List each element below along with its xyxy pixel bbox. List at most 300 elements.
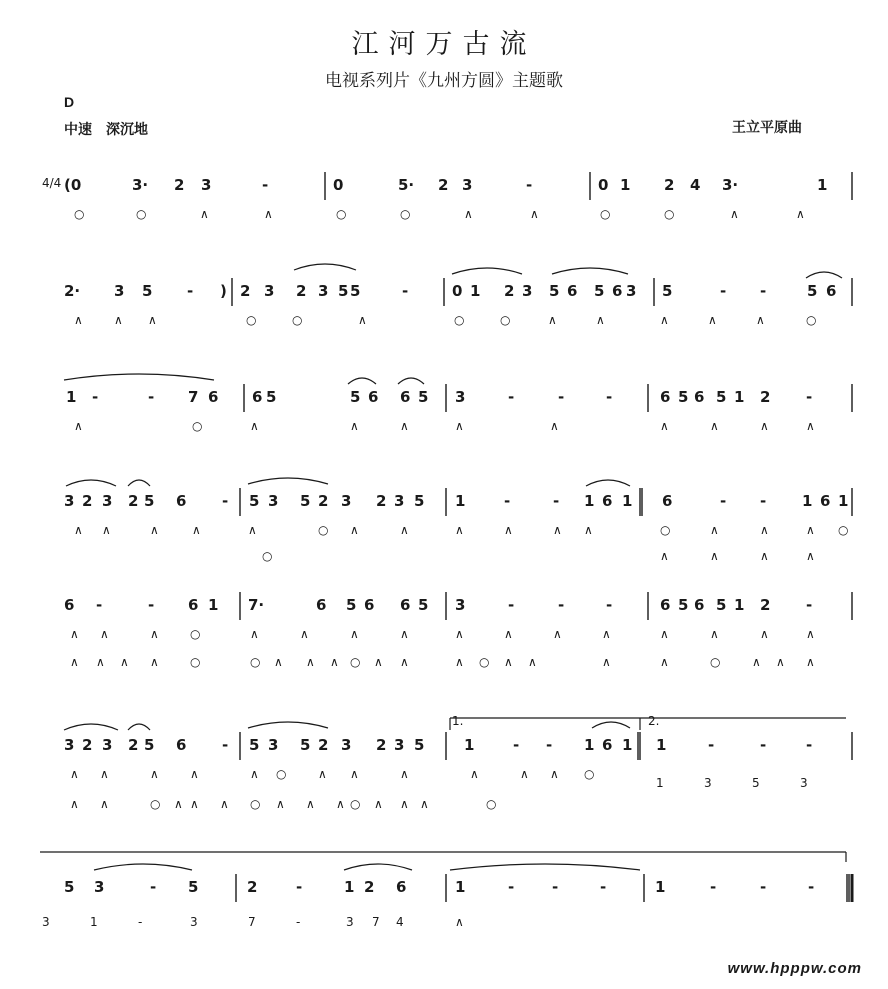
accompaniment-mark: - <box>296 915 301 929</box>
melody-note: 7 <box>188 388 199 406</box>
slur <box>552 268 628 274</box>
melody-note: 3 <box>394 492 405 510</box>
accompaniment-mark: ∧ <box>455 523 464 537</box>
melody-note: - <box>606 596 613 614</box>
accompaniment-mark: ∧ <box>220 797 229 811</box>
accompaniment-mark: ∧ <box>455 627 464 641</box>
melody-note: 5 <box>716 388 727 406</box>
melody-note: 3 <box>394 736 405 754</box>
melody-note: 3 <box>268 492 279 510</box>
accompaniment-mark: ∧ <box>150 627 159 641</box>
melody-note: - <box>148 388 155 406</box>
melody-note: 1 <box>622 492 633 510</box>
melody-note: 2 <box>128 492 139 510</box>
accompaniment-mark: ∧ <box>760 627 769 641</box>
accompaniment-mark: ∧ <box>250 767 259 781</box>
accompaniment-mark: ∧ <box>602 627 611 641</box>
melody-note: 6 <box>602 736 613 754</box>
melody-note: - <box>526 176 533 194</box>
accompaniment-mark: ∧ <box>504 655 513 669</box>
slur <box>294 264 356 270</box>
slur <box>64 374 214 380</box>
accompaniment-mark: ∧ <box>74 313 83 327</box>
melody-note: 1 <box>620 176 631 194</box>
accompaniment-mark: ∧ <box>708 313 717 327</box>
melody-note: 5 <box>249 492 260 510</box>
melody-note: ) <box>220 282 227 300</box>
accompaniment-mark: 3 <box>190 915 198 929</box>
melody-note: - <box>558 388 565 406</box>
melody-note: - <box>96 596 103 614</box>
melody-note: 6 <box>400 388 411 406</box>
melody-note: 0 <box>333 176 344 194</box>
melody-note: 1 <box>734 596 745 614</box>
accompaniment-mark: ∧ <box>528 655 537 669</box>
melody-note: - <box>508 388 515 406</box>
accompaniment-mark: ○ <box>400 207 411 221</box>
accompaniment-mark: ∧ <box>358 313 367 327</box>
melody-note: 1 <box>470 282 481 300</box>
melody-note: 1 <box>455 878 466 896</box>
melody-note: 1 <box>66 388 77 406</box>
accompaniment-mark: ∧ <box>760 419 769 433</box>
accompaniment-mark: ∧ <box>374 655 383 669</box>
accompaniment-mark: ○ <box>350 797 361 811</box>
accompaniment-mark: ∧ <box>806 549 815 563</box>
accompaniment-mark: ○ <box>150 797 161 811</box>
melody-note: - <box>600 878 607 896</box>
accompaniment-mark: ○ <box>664 207 675 221</box>
melody-note: 5 <box>300 736 311 754</box>
melody-note: 3 <box>318 282 329 300</box>
melody-note: - <box>760 878 767 896</box>
accompaniment-mark: ○ <box>336 207 347 221</box>
melody-note: 5 <box>418 596 429 614</box>
accompaniment-mark: ∧ <box>400 419 409 433</box>
accompaniment-mark: ∧ <box>760 549 769 563</box>
bass-note: 3 <box>800 776 808 790</box>
melody-note: 2 <box>82 492 93 510</box>
melody-note: 6 <box>368 388 379 406</box>
melody-note: 6 <box>208 388 219 406</box>
accompaniment-mark: ∧ <box>660 627 669 641</box>
melody-note: - <box>508 878 515 896</box>
composer-credit: 王立平原曲 <box>732 119 802 135</box>
melody-note: 3· <box>132 176 149 194</box>
melody-note: 3 <box>94 878 105 896</box>
accompaniment-mark: ∧ <box>192 523 201 537</box>
accompaniment-mark: ∧ <box>190 797 199 811</box>
melody-note: 5 <box>678 388 689 406</box>
accompaniment-mark: - <box>138 915 143 929</box>
accompaniment-mark: ∧ <box>350 627 359 641</box>
accompaniment-mark: ∧ <box>710 419 719 433</box>
melody-note: 5 <box>350 282 361 300</box>
accompaniment-mark: ∧ <box>806 419 815 433</box>
accompaniment-mark: ○ <box>660 523 671 537</box>
melody-note: 3 <box>341 492 352 510</box>
melody-note: - <box>546 736 553 754</box>
accompaniment-mark: ∧ <box>248 523 257 537</box>
melody-note: 6 <box>188 596 199 614</box>
melody-note: 2 <box>664 176 675 194</box>
accompaniment-mark: ○ <box>318 523 329 537</box>
accompaniment-mark: ○ <box>710 655 721 669</box>
melody-note: 2 <box>438 176 449 194</box>
melody-note: 2 <box>318 736 329 754</box>
melody-note: 2 <box>296 282 307 300</box>
accompaniment-mark: ○ <box>276 767 287 781</box>
accompaniment-mark: 3 <box>346 915 354 929</box>
accompaniment-mark: ○ <box>190 627 201 641</box>
accompaniment-mark: ∧ <box>300 627 309 641</box>
accompaniment-mark: ∧ <box>100 627 109 641</box>
accompaniment-mark: ∧ <box>330 655 339 669</box>
melody-note: 1 <box>838 492 849 510</box>
melody-note: - <box>558 596 565 614</box>
melody-note: 1 <box>464 736 475 754</box>
accompaniment-mark: ○ <box>74 207 85 221</box>
accompaniment-mark: ○ <box>500 313 511 327</box>
accompaniment-mark: ∧ <box>336 797 345 811</box>
melody-note: 1 <box>208 596 219 614</box>
melody-note: - <box>720 282 727 300</box>
slur <box>64 724 118 730</box>
melody-note: 6 <box>662 492 673 510</box>
melody-note: - <box>148 596 155 614</box>
melody-note: 6 <box>826 282 837 300</box>
accompaniment-mark: 1 <box>90 915 98 929</box>
accompaniment-mark: ∧ <box>306 655 315 669</box>
accompaniment-mark: ∧ <box>96 655 105 669</box>
accompaniment-mark: ∧ <box>114 313 123 327</box>
melody-note: 5 <box>300 492 311 510</box>
accompaniment-mark: ∧ <box>400 523 409 537</box>
melody-note: 5 <box>350 388 361 406</box>
accompaniment-mark: ∧ <box>710 627 719 641</box>
accompaniment-mark: ∧ <box>400 627 409 641</box>
melody-note: 2 <box>376 736 387 754</box>
accompaniment-mark: ○ <box>454 313 465 327</box>
accompaniment-mark: ∧ <box>520 767 529 781</box>
accompaniment-mark: ∧ <box>70 767 79 781</box>
accompaniment-mark: ○ <box>584 767 595 781</box>
melody-note: 1 <box>802 492 813 510</box>
accompaniment-mark: ∧ <box>504 627 513 641</box>
accompaniment-mark: 7 <box>372 915 380 929</box>
melody-note: 3 <box>462 176 473 194</box>
melody-note: (0 <box>64 176 82 194</box>
accompaniment-mark: ∧ <box>250 627 259 641</box>
accompaniment-mark: ∧ <box>420 797 429 811</box>
melody-note: 2 <box>247 878 258 896</box>
melody-note: 1 <box>656 736 667 754</box>
accompaniment-mark: ∧ <box>350 523 359 537</box>
slur <box>398 378 424 384</box>
accompaniment-mark: ○ <box>192 419 203 433</box>
accompaniment-mark: ∧ <box>660 419 669 433</box>
melody-note: 5 <box>594 282 605 300</box>
accompaniment-mark: ∧ <box>806 655 815 669</box>
melody-note: - <box>708 736 715 754</box>
accompaniment-mark: ∧ <box>374 797 383 811</box>
melody-note: 2 <box>504 282 515 300</box>
bass-note: 5 <box>752 776 760 790</box>
accompaniment-mark: ○ <box>136 207 147 221</box>
melody-note: 2 <box>760 388 771 406</box>
accompaniment-mark: ∧ <box>190 767 199 781</box>
accompaniment-mark: ○ <box>190 655 201 669</box>
bass-note: 1 <box>656 776 664 790</box>
melody-note: - <box>760 282 767 300</box>
melody-note: 2 <box>174 176 185 194</box>
melody-note: 2 <box>240 282 251 300</box>
slur <box>66 480 116 486</box>
accompaniment-mark: ∧ <box>70 797 79 811</box>
melody-note: - <box>222 492 229 510</box>
melody-note: 3 <box>114 282 125 300</box>
melody-note: 5 <box>549 282 560 300</box>
accompaniment-mark: ○ <box>250 797 261 811</box>
accompaniment-mark: ∧ <box>806 523 815 537</box>
melody-note: 5 <box>144 736 155 754</box>
melody-note: - <box>806 596 813 614</box>
melody-note: - <box>187 282 194 300</box>
accompaniment-mark: ∧ <box>150 523 159 537</box>
accompaniment-mark: ∧ <box>550 767 559 781</box>
melody-note: 6 <box>820 492 831 510</box>
accompaniment-mark: ∧ <box>455 655 464 669</box>
accompaniment-mark: ∧ <box>550 419 559 433</box>
melody-note: 6 <box>602 492 613 510</box>
melody-note: 5 <box>807 282 818 300</box>
accompaniment-mark: ∧ <box>250 419 259 433</box>
melody-note: 6 <box>660 388 671 406</box>
accompaniment-mark: ∧ <box>150 655 159 669</box>
slur <box>344 864 412 870</box>
melody-note: 2 <box>376 492 387 510</box>
melody-note: 2 <box>128 736 139 754</box>
time-signature: 4/4 <box>42 176 62 190</box>
melody-note: 2 <box>82 736 93 754</box>
accompaniment-mark: ∧ <box>274 655 283 669</box>
accompaniment-mark: ∧ <box>553 627 562 641</box>
melody-note: - <box>710 878 717 896</box>
melody-note: - <box>150 878 157 896</box>
accompaniment-mark: ∧ <box>504 523 513 537</box>
melody-note: 3 <box>201 176 212 194</box>
melody-note: 1 <box>584 736 595 754</box>
melody-note: 5 <box>414 736 425 754</box>
accompaniment-mark: ∧ <box>150 767 159 781</box>
accompaniment-mark: ∧ <box>455 419 464 433</box>
accompaniment-mark: ∧ <box>200 207 209 221</box>
melody-note: 2· <box>64 282 81 300</box>
accompaniment-mark: ∧ <box>548 313 557 327</box>
melody-note: 3· <box>722 176 739 194</box>
melody-note: 6 <box>364 596 375 614</box>
melody-note: 3 <box>341 736 352 754</box>
melody-note: 1 <box>584 492 595 510</box>
accompaniment-mark: 7 <box>248 915 256 929</box>
melody-note: 3 <box>455 388 466 406</box>
melody-note: - <box>402 282 409 300</box>
accompaniment-mark: ○ <box>246 313 257 327</box>
melody-note: 5 <box>188 878 199 896</box>
accompaniment-mark: ∧ <box>276 797 285 811</box>
slur <box>586 480 630 486</box>
melody-note: 6 <box>396 878 407 896</box>
accompaniment-mark: ∧ <box>306 797 315 811</box>
melody-note: 5 <box>346 596 357 614</box>
accompaniment-mark: ○ <box>479 655 490 669</box>
accompaniment-mark: ∧ <box>660 549 669 563</box>
accompaniment-mark: ∧ <box>100 767 109 781</box>
accompaniment-mark: ∧ <box>730 207 739 221</box>
melody-note: 5 <box>418 388 429 406</box>
accompaniment-mark: ∧ <box>660 313 669 327</box>
melody-note: 5 <box>142 282 153 300</box>
accompaniment-mark: ∧ <box>74 523 83 537</box>
melody-note: 2 <box>364 878 375 896</box>
melody-note: - <box>760 492 767 510</box>
accompaniment-mark: ∧ <box>120 655 129 669</box>
melody-note: - <box>720 492 727 510</box>
melody-note: 0 <box>598 176 609 194</box>
slur <box>450 864 640 870</box>
slur <box>248 722 328 728</box>
bass-note: 3 <box>704 776 712 790</box>
melody-note: - <box>808 878 815 896</box>
accompaniment-mark: ○ <box>350 655 361 669</box>
melody-note: 5 <box>678 596 689 614</box>
accompaniment-mark: ○ <box>292 313 303 327</box>
accompaniment-mark: ○ <box>806 313 817 327</box>
melody-note: 5 <box>414 492 425 510</box>
melody-note: 5· <box>398 176 415 194</box>
melody-note: 1 <box>655 878 666 896</box>
slur <box>348 378 376 384</box>
accompaniment-mark: ∧ <box>100 797 109 811</box>
melody-note: - <box>606 388 613 406</box>
accompaniment-mark: ∧ <box>710 523 719 537</box>
melody-note: 6 <box>694 596 705 614</box>
volta-first-ending: 1. <box>452 714 464 728</box>
accompaniment-mark: ○ <box>486 797 497 811</box>
melody-note: - <box>92 388 99 406</box>
slur <box>94 864 192 870</box>
melody-note: 0 <box>452 282 463 300</box>
key-signature: D <box>64 94 75 110</box>
accompaniment-mark: ∧ <box>102 523 111 537</box>
accompaniment-mark: ∧ <box>602 655 611 669</box>
melody-note: 7· <box>248 596 265 614</box>
accompaniment-mark: ∧ <box>70 627 79 641</box>
melody-note: 5 <box>249 736 260 754</box>
melody-note: - <box>296 878 303 896</box>
melody-note: 1 <box>734 388 745 406</box>
accompaniment-mark: ∧ <box>74 419 83 433</box>
accompaniment-mark: ∧ <box>174 797 183 811</box>
accompaniment-mark: ∧ <box>400 797 409 811</box>
accompaniment-mark: ∧ <box>400 767 409 781</box>
melody-note: 3 <box>522 282 533 300</box>
melody-note: 5 <box>662 282 673 300</box>
accompaniment-mark: ∧ <box>318 767 327 781</box>
melody-note: 2 <box>318 492 329 510</box>
volta-second-ending: 2. <box>648 714 660 728</box>
slur <box>128 480 150 486</box>
melody-note: 6 <box>176 736 187 754</box>
accompaniment-mark: ∧ <box>776 655 785 669</box>
melody-note: - <box>508 596 515 614</box>
melody-note: 6 <box>252 388 263 406</box>
song-subtitle: 电视系列片《九州方圆》主题歌 <box>325 71 563 90</box>
accompaniment-mark: ○ <box>838 523 849 537</box>
melody-note: 5 <box>716 596 727 614</box>
accompaniment-mark: ∧ <box>752 655 761 669</box>
accompaniment-mark: ∧ <box>756 313 765 327</box>
melody-note: 1 <box>622 736 633 754</box>
melody-note: 5 <box>64 878 75 896</box>
accompaniment-mark: ∧ <box>796 207 805 221</box>
accompaniment-mark: ∧ <box>596 313 605 327</box>
melody-note: 5 <box>266 388 277 406</box>
accompaniment-mark: ∧ <box>148 313 157 327</box>
site-watermark: www.hpppw.com <box>727 960 862 977</box>
melody-note: 5 <box>338 282 349 300</box>
accompaniment-mark: ∧ <box>464 207 473 221</box>
melody-note: 3 <box>64 736 75 754</box>
accompaniment-mark: ○ <box>600 207 611 221</box>
accompaniment-mark: ∧ <box>264 207 273 221</box>
melody-note: 3 <box>64 492 75 510</box>
melody-note: 6 <box>316 596 327 614</box>
accompaniment-mark: ∧ <box>400 655 409 669</box>
melody-note: - <box>552 878 559 896</box>
accompaniment-mark: ∧ <box>350 767 359 781</box>
song-title: 江河万古流 <box>351 29 537 60</box>
melody-note: - <box>806 388 813 406</box>
accompaniment-mark: 4 <box>396 915 404 929</box>
melody-note: 3 <box>455 596 466 614</box>
melody-note: 1 <box>344 878 355 896</box>
melody-note: 3 <box>264 282 275 300</box>
accompaniment-mark: ∧ <box>710 549 719 563</box>
melody-note: 1 <box>817 176 828 194</box>
melody-note: 3 <box>102 492 113 510</box>
melody-note: - <box>553 492 560 510</box>
tempo-marking: 中速 深沉地 <box>64 121 148 137</box>
slur <box>248 478 328 484</box>
slur <box>128 724 150 730</box>
melody-note: 4 <box>690 176 701 194</box>
melody-note: - <box>262 176 269 194</box>
melody-note: 6 <box>176 492 187 510</box>
accompaniment-mark: ∧ <box>660 655 669 669</box>
accompaniment-mark: ∧ <box>760 523 769 537</box>
accompaniment-mark: ∧ <box>553 523 562 537</box>
accompaniment-mark: ∧ <box>584 523 593 537</box>
melody-note: - <box>513 736 520 754</box>
accompaniment-mark: ∧ <box>806 627 815 641</box>
melody-note: - <box>760 736 767 754</box>
melody-note: 6 <box>694 388 705 406</box>
slur <box>806 272 842 278</box>
melody-note: 1 <box>455 492 466 510</box>
accompaniment-mark: ∧ <box>350 419 359 433</box>
accompaniment-mark: ∧ <box>455 915 464 929</box>
